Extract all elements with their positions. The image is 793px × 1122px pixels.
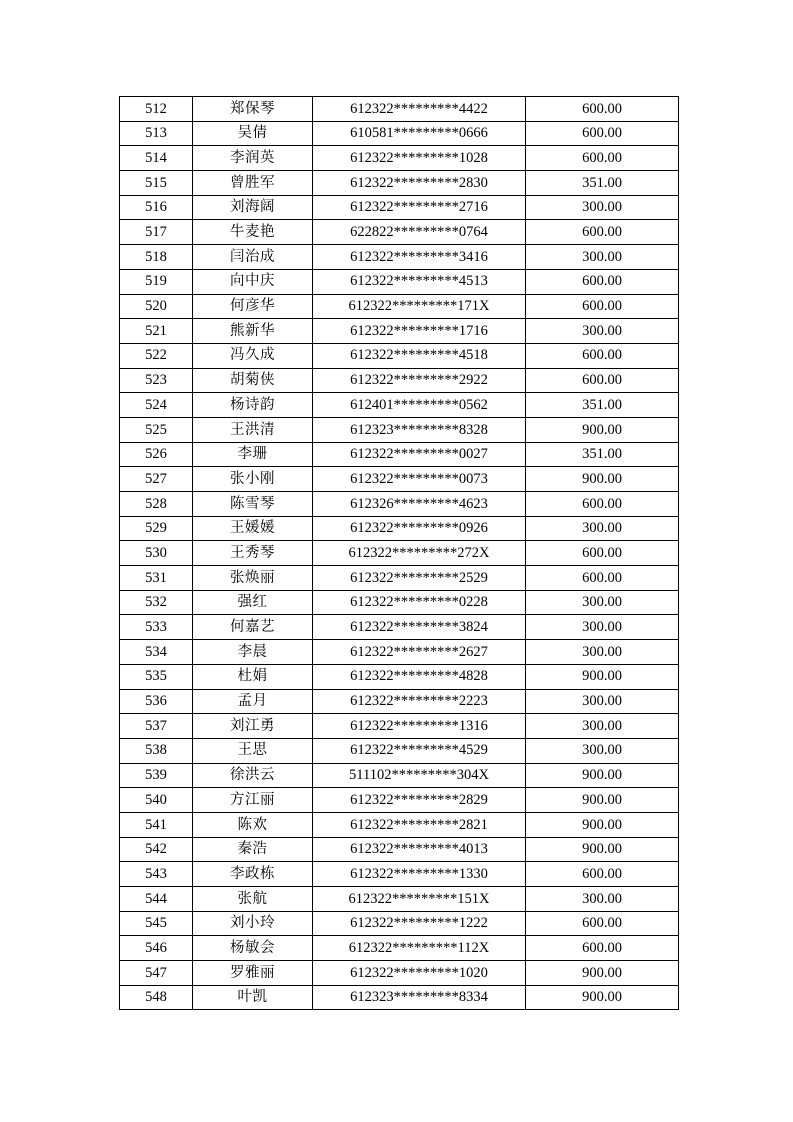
name-cell: 强红	[193, 590, 313, 615]
row-number-cell: 528	[120, 492, 193, 517]
table-row	[120, 812, 679, 837]
id-number-cell: 612322*********3824	[313, 615, 526, 640]
name-cell: 秦浩	[193, 837, 313, 862]
id-number-cell: 612322*********1222	[313, 911, 526, 936]
id-number-cell: 612322*********171X	[313, 294, 526, 319]
id-number-cell: 612322*********272X	[313, 541, 526, 566]
name-cell: 郑保琴	[193, 97, 313, 122]
amount-cell: 300.00	[526, 195, 679, 220]
id-number-cell: 612322*********2829	[313, 788, 526, 813]
id-number-cell: 612323*********8328	[313, 417, 526, 442]
name-cell: 王洪清	[193, 417, 313, 442]
name-cell: 刘小玲	[193, 911, 313, 936]
row-number-cell: 538	[120, 738, 193, 763]
name-cell: 何彦华	[193, 294, 313, 319]
name-cell: 张焕丽	[193, 566, 313, 591]
name-cell: 方江丽	[193, 788, 313, 813]
id-number-cell: 612322*********3416	[313, 245, 526, 270]
row-number-cell: 524	[120, 393, 193, 418]
amount-cell: 600.00	[526, 269, 679, 294]
name-cell: 熊新华	[193, 319, 313, 344]
row-number-cell: 541	[120, 812, 193, 837]
amount-cell: 900.00	[526, 788, 679, 813]
amount-cell: 300.00	[526, 689, 679, 714]
name-cell: 陈雪琴	[193, 492, 313, 517]
id-number-cell: 612326*********4623	[313, 492, 526, 517]
table-row	[120, 417, 679, 442]
id-number-cell: 612322*********151X	[313, 887, 526, 912]
id-number-cell: 612322*********1316	[313, 714, 526, 739]
name-cell: 叶凯	[193, 985, 313, 1010]
table-row	[120, 640, 679, 665]
id-number-cell: 612323*********8334	[313, 985, 526, 1010]
row-number-cell: 526	[120, 442, 193, 467]
name-cell: 王思	[193, 738, 313, 763]
table-row	[120, 294, 679, 319]
id-number-cell: 511102*********304X	[313, 763, 526, 788]
table-row	[120, 269, 679, 294]
row-number-cell: 515	[120, 171, 193, 196]
amount-cell: 300.00	[526, 590, 679, 615]
row-number-cell: 516	[120, 195, 193, 220]
name-cell: 王秀琴	[193, 541, 313, 566]
name-cell: 李政栋	[193, 862, 313, 887]
row-number-cell: 525	[120, 417, 193, 442]
row-number-cell: 534	[120, 640, 193, 665]
table-row	[120, 985, 679, 1010]
row-number-cell: 532	[120, 590, 193, 615]
amount-cell: 300.00	[526, 714, 679, 739]
row-number-cell: 539	[120, 763, 193, 788]
row-number-cell: 546	[120, 936, 193, 961]
table-row	[120, 689, 679, 714]
id-number-cell: 612322*********4518	[313, 343, 526, 368]
name-cell: 杨敏会	[193, 936, 313, 961]
roster-table-body	[120, 97, 679, 1010]
id-number-cell: 612322*********2223	[313, 689, 526, 714]
amount-cell: 600.00	[526, 566, 679, 591]
amount-cell: 600.00	[526, 121, 679, 146]
row-number-cell: 544	[120, 887, 193, 912]
table-row	[120, 467, 679, 492]
id-number-cell: 612322*********2830	[313, 171, 526, 196]
amount-cell: 300.00	[526, 319, 679, 344]
table-row	[120, 615, 679, 640]
table-row	[120, 171, 679, 196]
amount-cell: 300.00	[526, 615, 679, 640]
row-number-cell: 529	[120, 516, 193, 541]
id-number-cell: 612322*********4013	[313, 837, 526, 862]
name-cell: 李晨	[193, 640, 313, 665]
table-row	[120, 936, 679, 961]
name-cell: 牛麦艳	[193, 220, 313, 245]
table-row	[120, 220, 679, 245]
amount-cell: 300.00	[526, 516, 679, 541]
roster-table	[119, 96, 679, 1010]
table-row	[120, 319, 679, 344]
name-cell: 刘海阔	[193, 195, 313, 220]
id-number-cell: 612322*********1716	[313, 319, 526, 344]
amount-cell: 900.00	[526, 467, 679, 492]
id-number-cell: 622822*********0764	[313, 220, 526, 245]
amount-cell: 351.00	[526, 171, 679, 196]
table-row	[120, 541, 679, 566]
row-number-cell: 547	[120, 961, 193, 986]
table-row	[120, 714, 679, 739]
row-number-cell: 542	[120, 837, 193, 862]
row-number-cell: 517	[120, 220, 193, 245]
row-number-cell: 543	[120, 862, 193, 887]
name-cell: 张小刚	[193, 467, 313, 492]
row-number-cell: 518	[120, 245, 193, 270]
table-row	[120, 146, 679, 171]
name-cell: 曾胜军	[193, 171, 313, 196]
id-number-cell: 612322*********1028	[313, 146, 526, 171]
table-row	[120, 121, 679, 146]
amount-cell: 600.00	[526, 911, 679, 936]
table-row	[120, 862, 679, 887]
table-row	[120, 195, 679, 220]
name-cell: 李润英	[193, 146, 313, 171]
id-number-cell: 610581*********0666	[313, 121, 526, 146]
name-cell: 杜娟	[193, 664, 313, 689]
table-row	[120, 368, 679, 393]
id-number-cell: 612322*********2627	[313, 640, 526, 665]
table-row	[120, 911, 679, 936]
row-number-cell: 512	[120, 97, 193, 122]
table-row	[120, 788, 679, 813]
amount-cell: 600.00	[526, 541, 679, 566]
id-number-cell: 612322*********0926	[313, 516, 526, 541]
amount-cell: 600.00	[526, 146, 679, 171]
row-number-cell: 522	[120, 343, 193, 368]
amount-cell: 300.00	[526, 738, 679, 763]
row-number-cell: 513	[120, 121, 193, 146]
row-number-cell: 514	[120, 146, 193, 171]
row-number-cell: 533	[120, 615, 193, 640]
amount-cell: 300.00	[526, 640, 679, 665]
id-number-cell: 612322*********2529	[313, 566, 526, 591]
name-cell: 何嘉艺	[193, 615, 313, 640]
row-number-cell: 531	[120, 566, 193, 591]
row-number-cell: 545	[120, 911, 193, 936]
id-number-cell: 612322*********4513	[313, 269, 526, 294]
table-row	[120, 516, 679, 541]
id-number-cell: 612322*********2716	[313, 195, 526, 220]
amount-cell: 900.00	[526, 985, 679, 1010]
name-cell: 胡菊侠	[193, 368, 313, 393]
id-number-cell: 612322*********0228	[313, 590, 526, 615]
row-number-cell: 527	[120, 467, 193, 492]
row-number-cell: 520	[120, 294, 193, 319]
name-cell: 张航	[193, 887, 313, 912]
id-number-cell: 612322*********4422	[313, 97, 526, 122]
amount-cell: 900.00	[526, 961, 679, 986]
name-cell: 李珊	[193, 442, 313, 467]
amount-cell: 300.00	[526, 887, 679, 912]
amount-cell: 600.00	[526, 220, 679, 245]
amount-cell: 300.00	[526, 245, 679, 270]
name-cell: 冯久成	[193, 343, 313, 368]
name-cell: 王媛媛	[193, 516, 313, 541]
row-number-cell: 536	[120, 689, 193, 714]
table-row	[120, 393, 679, 418]
name-cell: 向中庆	[193, 269, 313, 294]
id-number-cell: 612322*********4529	[313, 738, 526, 763]
amount-cell: 900.00	[526, 812, 679, 837]
name-cell: 刘江勇	[193, 714, 313, 739]
table-row	[120, 590, 679, 615]
amount-cell: 900.00	[526, 664, 679, 689]
amount-cell: 600.00	[526, 368, 679, 393]
id-number-cell: 612322*********112X	[313, 936, 526, 961]
row-number-cell: 537	[120, 714, 193, 739]
name-cell: 陈欢	[193, 812, 313, 837]
table-row	[120, 245, 679, 270]
amount-cell: 600.00	[526, 97, 679, 122]
amount-cell: 900.00	[526, 417, 679, 442]
table-row	[120, 763, 679, 788]
amount-cell: 600.00	[526, 936, 679, 961]
id-number-cell: 612322*********4828	[313, 664, 526, 689]
name-cell: 孟月	[193, 689, 313, 714]
amount-cell: 351.00	[526, 393, 679, 418]
name-cell: 吴倩	[193, 121, 313, 146]
id-number-cell: 612322*********1020	[313, 961, 526, 986]
amount-cell: 900.00	[526, 763, 679, 788]
row-number-cell: 548	[120, 985, 193, 1010]
amount-cell: 600.00	[526, 862, 679, 887]
id-number-cell: 612322*********1330	[313, 862, 526, 887]
row-number-cell: 521	[120, 319, 193, 344]
table-row	[120, 442, 679, 467]
table-row	[120, 97, 679, 122]
row-number-cell: 519	[120, 269, 193, 294]
id-number-cell: 612322*********2821	[313, 812, 526, 837]
row-number-cell: 523	[120, 368, 193, 393]
table-row	[120, 887, 679, 912]
name-cell: 闫治成	[193, 245, 313, 270]
row-number-cell: 535	[120, 664, 193, 689]
id-number-cell: 612322*********2922	[313, 368, 526, 393]
table-row	[120, 738, 679, 763]
table-row	[120, 343, 679, 368]
row-number-cell: 540	[120, 788, 193, 813]
table-row	[120, 961, 679, 986]
id-number-cell: 612322*********0027	[313, 442, 526, 467]
table-row	[120, 664, 679, 689]
name-cell: 杨诗韵	[193, 393, 313, 418]
table-row	[120, 837, 679, 862]
table-row	[120, 566, 679, 591]
row-number-cell: 530	[120, 541, 193, 566]
amount-cell: 600.00	[526, 492, 679, 517]
amount-cell: 600.00	[526, 294, 679, 319]
name-cell: 罗雅丽	[193, 961, 313, 986]
id-number-cell: 612401*********0562	[313, 393, 526, 418]
amount-cell: 351.00	[526, 442, 679, 467]
table-row	[120, 492, 679, 517]
name-cell: 徐洪云	[193, 763, 313, 788]
amount-cell: 600.00	[526, 343, 679, 368]
id-number-cell: 612322*********0073	[313, 467, 526, 492]
amount-cell: 900.00	[526, 837, 679, 862]
